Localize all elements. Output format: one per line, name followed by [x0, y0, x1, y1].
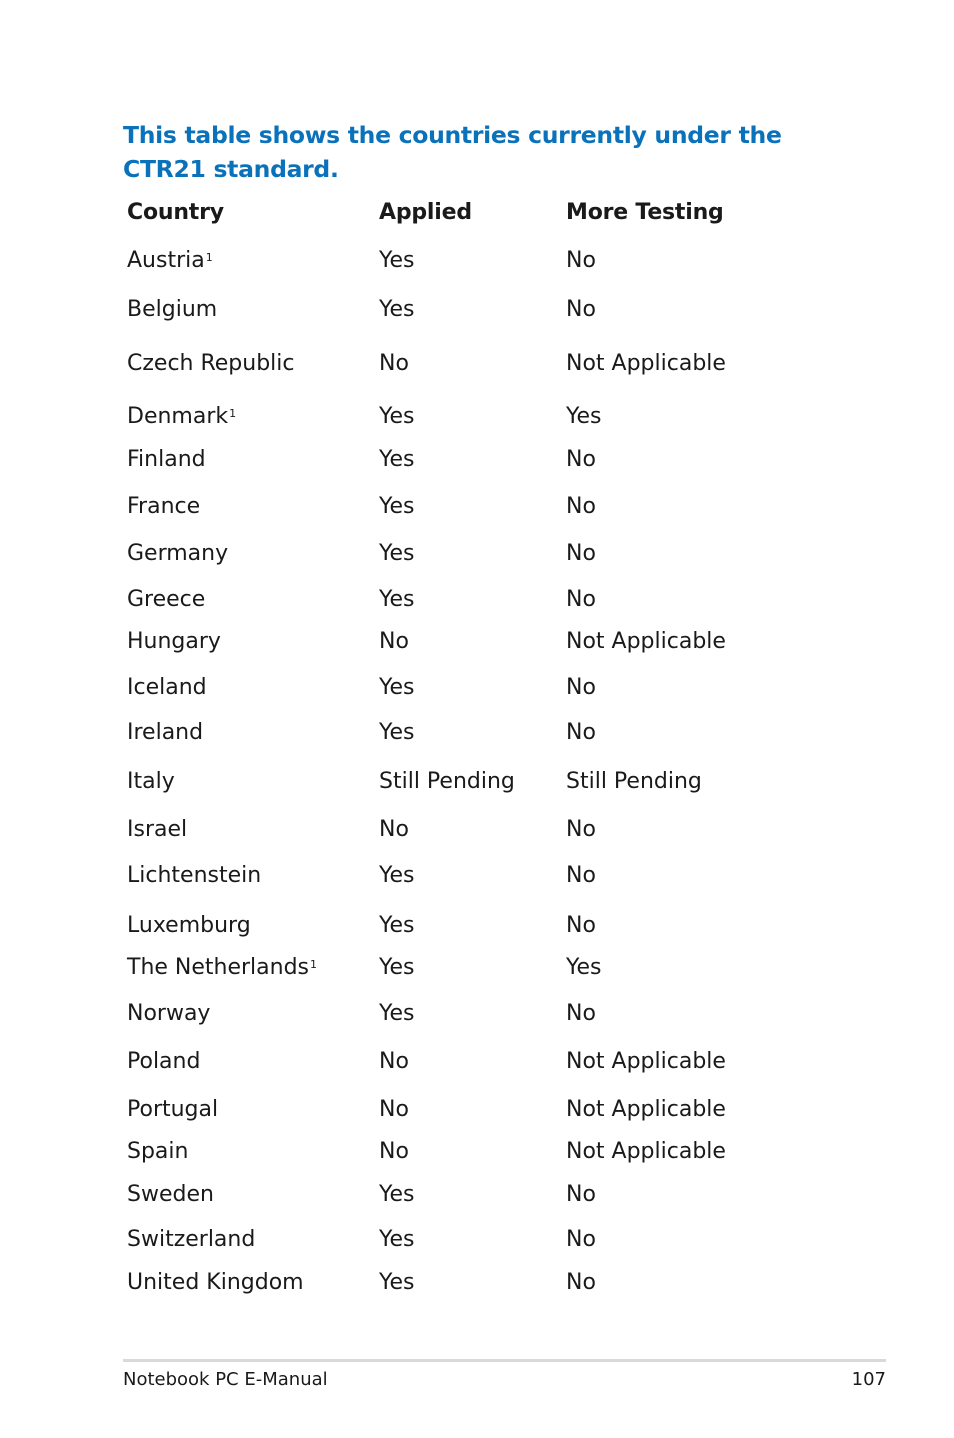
table-cell-more-testing: Yes: [566, 404, 602, 429]
footnote-marker: 1: [310, 958, 318, 971]
table-cell-applied: Yes: [379, 1001, 415, 1026]
table-cell-country: [127, 247, 213, 275]
table-cell-country: [127, 296, 217, 324]
table-cell-applied: Yes: [379, 1270, 415, 1295]
table-cell-country: [127, 862, 261, 890]
country-name: Hungary: [127, 629, 221, 654]
table-cell-country: [127, 628, 221, 656]
table-cell-more-testing: Not Applicable: [566, 1049, 726, 1074]
table-cell-more-testing: Still Pending: [566, 769, 702, 794]
country-name: Belgium: [127, 297, 218, 322]
table-cell-applied: No: [379, 629, 409, 654]
page-heading: This table shows the countries currently under the CTR21 standard.: [123, 121, 782, 183]
table-cell-more-testing: Not Applicable: [566, 629, 726, 654]
table-cell-applied: Yes: [379, 404, 415, 429]
table-cell-more-testing: No: [566, 248, 596, 273]
table-cell-more-testing: No: [566, 1182, 596, 1207]
country-name: United Kingdom: [127, 1270, 304, 1295]
country-name: Luxemburg: [127, 913, 251, 938]
country-name: Switzerland: [127, 1227, 256, 1252]
page-number: 107: [851, 1369, 886, 1390]
country-name: France: [127, 494, 201, 519]
country-name: Denmark: [127, 404, 229, 429]
country-name: Portugal: [127, 1097, 219, 1122]
table-cell-country: [127, 954, 317, 982]
country-name: Ireland: [127, 720, 204, 745]
table-cell-country: [127, 1048, 200, 1076]
table-cell-more-testing: Not Applicable: [566, 1139, 726, 1164]
table-cell-applied: No: [379, 817, 409, 842]
column-header-applied: Applied: [379, 200, 472, 225]
table-cell-country: [127, 674, 207, 702]
table-cell-more-testing: No: [566, 720, 596, 745]
table-cell-applied: Yes: [379, 587, 415, 612]
table-cell-more-testing: No: [566, 913, 596, 938]
table-cell-applied: No: [379, 1049, 409, 1074]
footer-divider: [123, 1359, 886, 1362]
table-cell-more-testing: Yes: [566, 955, 602, 980]
country-name: Austria: [127, 248, 205, 273]
table-cell-applied: No: [379, 1097, 409, 1122]
column-header-more-testing: More Testing: [566, 200, 724, 225]
table-cell-country: [127, 350, 295, 378]
table-cell-applied: Yes: [379, 1227, 415, 1252]
footnote-marker: 1: [205, 251, 213, 264]
table-cell-country: [127, 912, 251, 940]
table-cell-applied: Yes: [379, 913, 415, 938]
table-cell-country: [127, 1138, 188, 1166]
table-cell-more-testing: No: [566, 1227, 596, 1252]
table-cell-applied: No: [379, 1139, 409, 1164]
table-cell-more-testing: No: [566, 494, 596, 519]
country-name: Italy: [127, 769, 175, 794]
table-cell-country: [127, 1269, 304, 1297]
country-name: Iceland: [127, 675, 207, 700]
country-name: Finland: [127, 447, 206, 472]
table-cell-more-testing: No: [566, 675, 596, 700]
country-name: Norway: [127, 1001, 211, 1026]
table-cell-applied: Yes: [379, 541, 415, 566]
table-cell-more-testing: Not Applicable: [566, 1097, 726, 1122]
table-cell-more-testing: No: [566, 587, 596, 612]
table-cell-more-testing: No: [566, 541, 596, 566]
table-cell-country: [127, 1226, 255, 1254]
table-cell-more-testing: No: [566, 447, 596, 472]
table-cell-applied: Yes: [379, 297, 415, 322]
table-cell-more-testing: No: [566, 863, 596, 888]
country-name: Israel: [127, 817, 188, 842]
table-cell-country: [127, 1000, 210, 1028]
table-cell-country: [127, 1096, 218, 1124]
table-cell-applied: No: [379, 351, 409, 376]
country-name: The Netherlands: [127, 955, 310, 980]
column-header-country: Country: [127, 200, 224, 225]
country-name: Spain: [127, 1139, 189, 1164]
table-cell-applied: Yes: [379, 720, 415, 745]
table-cell-applied: Still Pending: [379, 769, 515, 794]
table-cell-applied: Yes: [379, 955, 415, 980]
table-cell-applied: Yes: [379, 863, 415, 888]
table-cell-country: [127, 816, 187, 844]
table-cell-more-testing: Not Applicable: [566, 351, 726, 376]
table-cell-more-testing: No: [566, 817, 596, 842]
table-cell-more-testing: No: [566, 1001, 596, 1026]
footer-title: Notebook PC E-Manual: [123, 1369, 328, 1390]
country-name: Greece: [127, 587, 206, 612]
table-cell-country: [127, 1181, 214, 1209]
table-cell-country: [127, 768, 175, 796]
table-cell-country: [127, 719, 203, 747]
country-name: Czech Republic: [127, 351, 295, 376]
table-cell-applied: Yes: [379, 1182, 415, 1207]
table-cell-more-testing: No: [566, 1270, 596, 1295]
country-name: Lichtenstein: [127, 863, 262, 888]
table-cell-applied: Yes: [379, 248, 415, 273]
country-name: Germany: [127, 541, 229, 566]
table-cell-country: [127, 403, 236, 431]
country-name: Sweden: [127, 1182, 214, 1207]
table-cell-applied: Yes: [379, 494, 415, 519]
footnote-marker: 1: [229, 407, 237, 420]
country-name: Poland: [127, 1049, 201, 1074]
table-cell-country: [127, 446, 206, 474]
table-cell-applied: Yes: [379, 447, 415, 472]
table-cell-country: [127, 540, 228, 568]
table-cell-applied: Yes: [379, 675, 415, 700]
table-cell-more-testing: No: [566, 297, 596, 322]
table-cell-country: [127, 493, 200, 521]
table-cell-country: [127, 586, 205, 614]
